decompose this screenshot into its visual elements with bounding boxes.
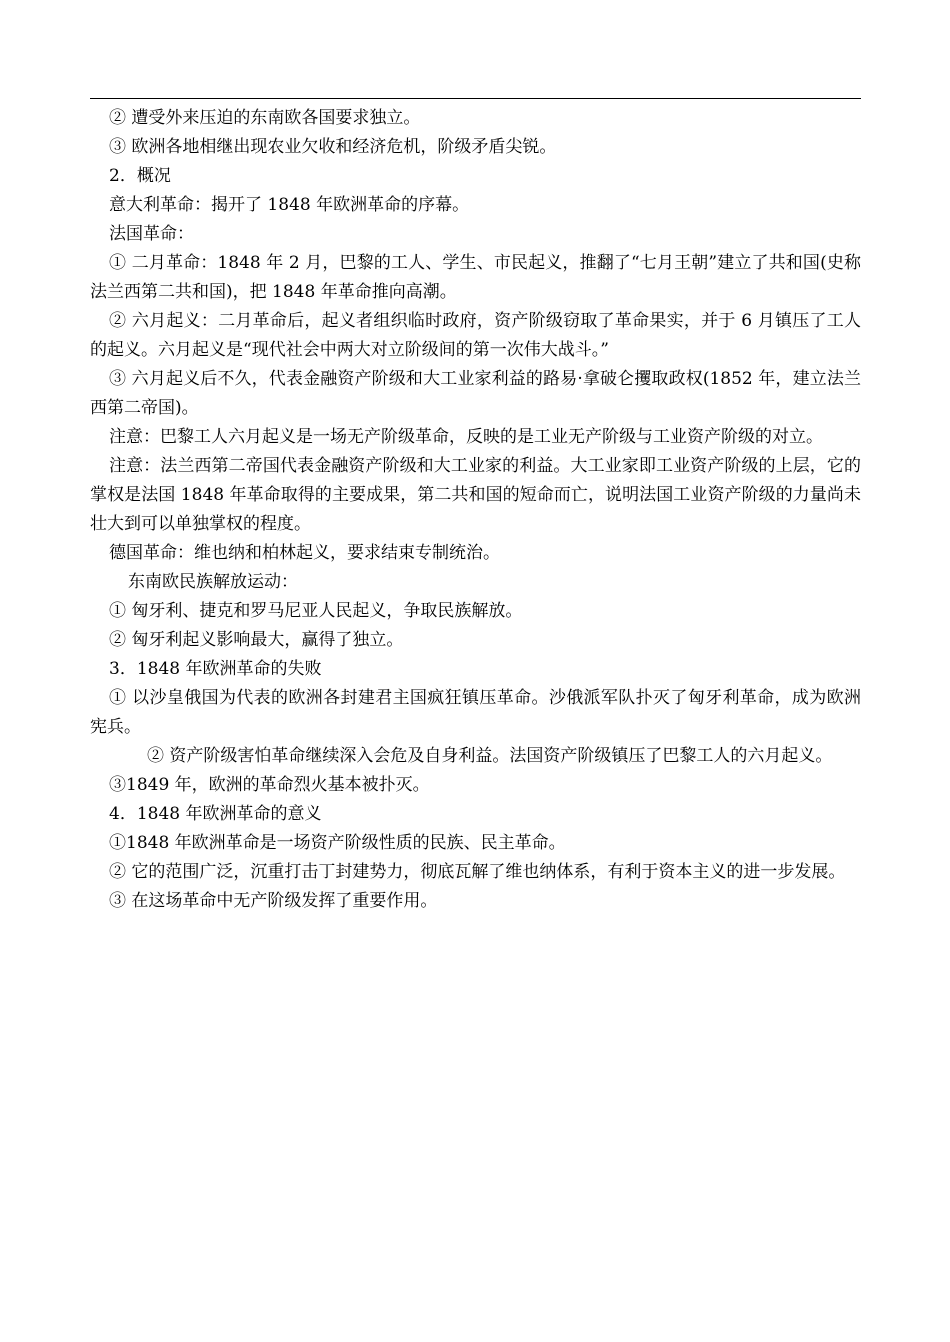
paragraph: 意大利革命：揭开了 1848 年欧洲革命的序幕。 xyxy=(109,195,470,215)
section-heading: 4．1848 年欧洲革命的意义 xyxy=(109,804,322,824)
paragraph: 东南欧民族解放运动： xyxy=(128,572,298,592)
paragraph: ③ 六月起义后不久，代表金融资产阶级和大工业家利益的路易·拿破仑攫取政权(1852 年，建立法兰西第二帝国)。 xyxy=(90,369,861,418)
header-rule xyxy=(90,98,861,99)
paragraph: 注意：巴黎工人六月起义是一场无产阶级革命，反映的是工业无产阶级与工业资产阶级的对立。 xyxy=(109,427,823,447)
paragraph: ② 遭受外来压迫的东南欧各国要求独立。 xyxy=(109,108,421,128)
paragraph: ② 资产阶级害怕革命继续深入会危及自身利益。法国资产阶级镇压了巴黎工人的六月起义。 xyxy=(147,746,833,766)
document-body xyxy=(90,104,861,916)
section-heading: 2．概况 xyxy=(109,166,171,186)
paragraph: ③ 欧洲各地相继出现农业欠收和经济危机，阶级矛盾尖锐。 xyxy=(109,137,557,157)
paragraph: 法国革命： xyxy=(109,224,194,244)
paragraph: 德国革命：维也纳和柏林起义，要求结束专制统治。 xyxy=(109,543,500,563)
paragraph: ① 匈牙利、捷克和罗马尼亚人民起义，争取民族解放。 xyxy=(109,601,523,621)
paragraph: ① 二月革命：1848 年 2 月，巴黎的工人、学生、市民起义，推翻了“七月王朝”建立了共和国(史称法兰西第二共和国)，把 1848 年革命推向高潮。 xyxy=(90,253,861,302)
paragraph: ③ 在这场革命中无产阶级发挥了重要作用。 xyxy=(109,891,438,911)
paragraph: ② 它的范围广泛，沉重打击丁封建势力，彻底瓦解了维也纳体系，有利于资本主义的进一步发展。 xyxy=(109,862,846,882)
paragraph: ③1849 年，欧洲的革命烈火基本被扑灭。 xyxy=(109,775,430,795)
section-heading: 3．1848 年欧洲革命的失败 xyxy=(109,659,322,679)
paragraph: ② 匈牙利起义影响最大，赢得了独立。 xyxy=(109,630,404,650)
paragraph: 注意：法兰西第二帝国代表金融资产阶级和大工业家的利益。大工业家即工业资产阶级的上层，它的掌权是法国 1848 年革命取得的主要成果，第二共和国的短命而亡，说明法国工业资产阶级的力量尚未壮大到可以单独掌权的程度。 xyxy=(90,456,861,534)
paragraph: ①1848 年欧洲革命是一场资产阶级性质的民族、民主革命。 xyxy=(109,833,566,853)
paragraph: ② 六月起义：二月革命后，起义者组织临时政府，资产阶级窃取了革命果实，并于 6 月镇压了工人的起义。六月起义是“现代社会中两大对立阶级间的第一次伟大战斗。” xyxy=(90,311,861,360)
paragraph: ① 以沙皇俄国为代表的欧洲各封建君主国疯狂镇压革命。沙俄派军队扑灭了匈牙利革命，成为欧洲宪兵。 xyxy=(90,688,861,737)
